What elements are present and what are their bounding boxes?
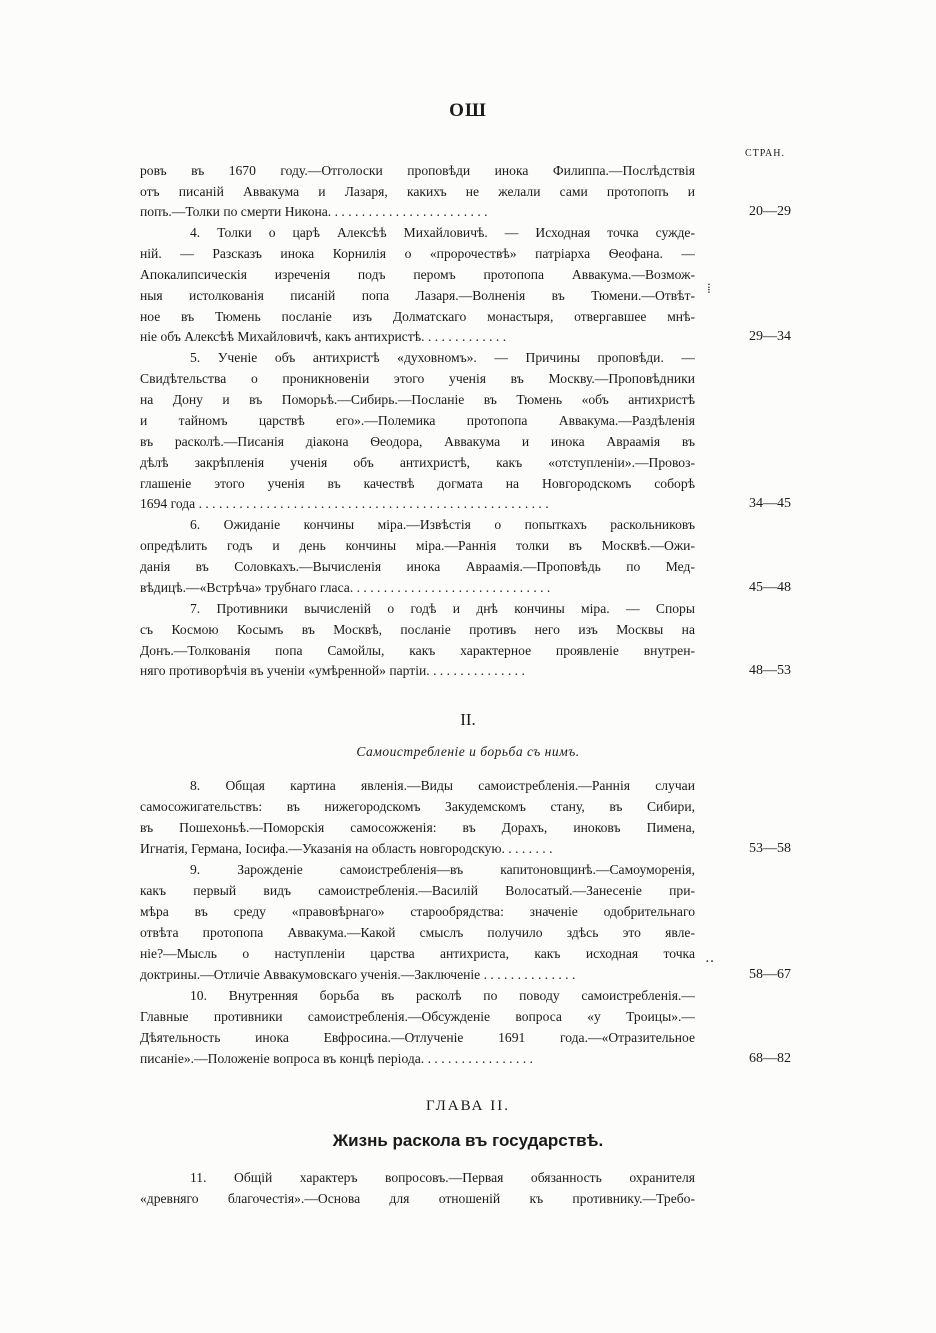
toc-line: ровъ въ 1670 году.—Отголоски проповѣди инока Филиппа.—Послѣдствія [140, 163, 695, 178]
toc-line: какъ первый видъ самоистребленія.—Василій Волосатый.—Занесеніе при- [140, 883, 695, 898]
toc-line: няго противорѣчія въ ученіи «умѣренной» партіи. . . . . . . . . . . . . . . [140, 663, 525, 678]
toc-line: въ Пошехоньѣ.—Поморскія самосожженія: въ Дорахъ, иноковъ Пимена, [140, 820, 695, 835]
toc-line: ніе?—Мысль о наступленіи царства антихриста, какъ исходная точка [140, 946, 695, 961]
page-number: ОШ [449, 100, 487, 121]
toc-line: попъ.—Толки по смерти Никона. . . . . . . . . . . . . . . . . . . . . . . . [140, 204, 488, 219]
page-range: 20—29 [749, 204, 791, 219]
page-range: 68—82 [749, 1051, 791, 1066]
toc-line: дѣлѣ закрѣпленія ученія объ антихристѣ, какъ «отступленіи».—Провоз- [140, 455, 695, 470]
toc-line: Донъ.—Толкованія попа Самойлы, какъ характерное проявленіе внутрен- [140, 643, 695, 658]
toc-line: данія въ Соловкахъ.—Вычисленія инока Авраамія.—Проповѣдь по Мед- [140, 559, 695, 574]
margin-mark: ‥ [705, 951, 715, 966]
toc-line: Игнатія, Германа, Іосифа.—Указанія на область новгородскую. . . . . . . . [140, 841, 553, 856]
toc-line: 8. Общая картина явленія.—Виды самоистребленія.—Раннія случаи [190, 778, 695, 793]
toc-line: опредѣлить годъ и день кончины міра.—Раннія толки въ Москвѣ.—Ожи- [140, 538, 695, 553]
page-range: 34—45 [749, 496, 791, 511]
toc-line: глашеніе этого ученія въ качествѣ догмата на Новгородскомъ соборѣ [140, 476, 695, 491]
toc-line: съ Космою Косымъ въ Москвѣ, посланіе противъ него изъ Москвы на [140, 622, 695, 637]
page-range: 58—67 [749, 967, 791, 982]
page-range: 45—48 [749, 580, 791, 595]
toc-line: ныя истолкованія писаній попа Лазаря.—Волненія въ Тюмени.—Отвѣт- [140, 288, 695, 303]
section-title: Самоистребленіе и борьба съ нимъ. [356, 744, 580, 759]
toc-line: мѣра въ среду «правовѣрнаго» старообрядства: значеніе одобрительнаго [140, 904, 695, 919]
toc-line: отъ писаній Аввакума и Лазаря, какихъ не желали сами протопопъ и [140, 184, 695, 199]
toc-line: доктрины.—Отличіе Аввакумовскаго ученія.—Заключеніе . . . . . . . . . . . . . . [140, 967, 576, 982]
toc-line: ніе объ Алексѣѣ Михайловичѣ, какъ антихристѣ. . . . . . . . . . . . . [140, 329, 507, 344]
toc-line: 9. Зарожденіе самоистребленія—въ капитоновщинѣ.—Самоуморенія, [190, 862, 695, 877]
section-roman-numeral: II. [460, 710, 476, 729]
toc-line: отвѣта протопопа Аввакума.—Какой смыслъ получило здѣсь это явле- [140, 925, 695, 940]
toc-line: Свидѣтельства о проникновеніи этого ученія въ Москву.—Проповѣдники [140, 371, 695, 386]
chapter-heading: ГЛАВА II. [426, 1098, 510, 1114]
page-column-header: СТРАН. [745, 148, 786, 159]
toc-line: 10. Внутренняя борьба въ расколѣ по поводу самоистребленія.— [190, 988, 695, 1003]
toc-line: 4. Толки о царѣ Алексѣѣ Михайловичѣ. — Исходная точка сужде- [190, 225, 695, 240]
toc-line: вѣдицѣ.—«Встрѣча» трубнаго гласа. . . . . . . . . . . . . . . . . . . . . . . . . . . . . . [140, 580, 551, 595]
toc-line: 1694 года . . . . . . . . . . . . . . . . . . . . . . . . . . . . . . . . . . . . . . . . . . . . . . . . . . . . [140, 496, 549, 511]
toc-line: Дѣятельность инока Евфросина.—Отлученіе 1691 года.—«Отразительное [140, 1030, 695, 1045]
toc-line: писаніе».—Положеніе вопроса въ концѣ періода. . . . . . . . . . . . . . . . . [140, 1051, 533, 1066]
toc-line: въ расколѣ.—Писанія діакона Ѳеодора, Аввакума и инока Авраамія въ [140, 434, 695, 449]
toc-line: «древняго благочестія».—Основа для отношеній къ противнику.—Требо- [140, 1191, 695, 1206]
toc-line: и тайномъ царствѣ его».—Полемика протопопа Аввакума.—Раздѣленія [140, 413, 695, 428]
toc-line: Апокалипсическія изреченія подъ перомъ протопопа Аввакума.—Возмож- [140, 267, 695, 282]
toc-line: Главные противники самоистребленія.—Обсужденіе вопроса «у Троицы».— [140, 1009, 695, 1024]
page-range: 53—58 [749, 841, 791, 856]
toc-line: 11. Общій характеръ вопросовъ.—Первая обязанность охранителя [190, 1170, 695, 1185]
toc-line: ній. — Разсказъ инока Корнилія о «пророчествѣ» патріарха Ѳеофана. — [140, 246, 695, 261]
toc-line: на Дону и въ Поморьѣ.—Сибирь.—Посланіе въ Тюмень «объ антихристѣ [140, 392, 695, 407]
toc-line: 5. Ученіе объ антихристѣ «духовномъ». — Причины проповѣди. — [190, 350, 695, 365]
margin-mark: ⁞ [707, 282, 711, 297]
toc-line: 6. Ожиданіе кончины міра.—Извѣстія о попыткахъ раскольниковъ [190, 517, 695, 532]
toc-line: самосожигательствъ: въ нижегородскомъ Закудемскомъ стану, въ Сибири, [140, 799, 695, 814]
page-range: 29—34 [749, 329, 791, 344]
page-range: 48—53 [749, 663, 791, 678]
toc-line: ное въ Тюмень посланіе изъ Долматскаго монастыря, отвергавшее мнѣ- [140, 309, 695, 324]
toc-line: 7. Противники вычисленій о годѣ и днѣ кончины міра. — Споры [190, 601, 695, 616]
chapter-title: Жизнь раскола въ государствѣ. [332, 1131, 604, 1150]
